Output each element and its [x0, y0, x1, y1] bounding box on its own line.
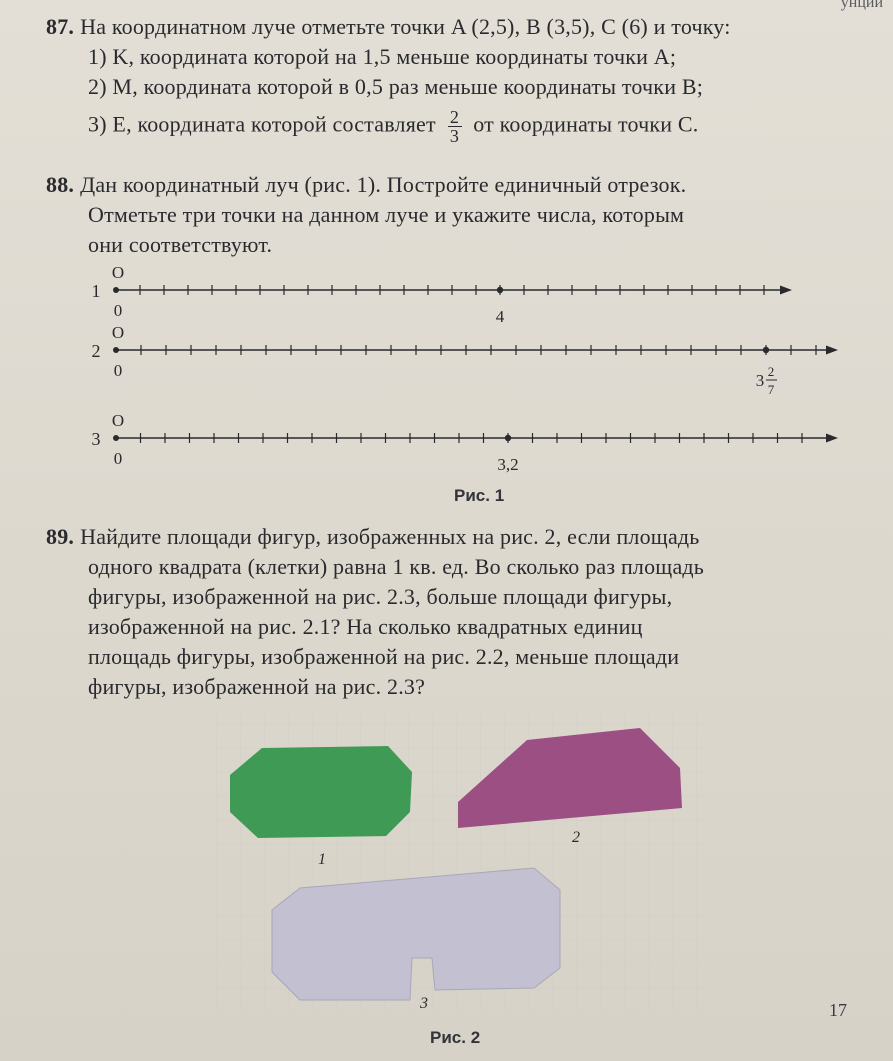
problem-89: [46, 522, 866, 702]
ray-origin-point: [113, 287, 119, 293]
problem-87: [46, 12, 866, 145]
problem-number: 88.: [46, 172, 75, 197]
problem-line-3: они соответствуют.: [88, 232, 273, 257]
ray-row-label: 2: [91, 341, 101, 361]
page-number: 17: [829, 1000, 847, 1020]
figure-1-caption: Рис. 1: [454, 486, 505, 505]
ray-mark-label: 3,2: [497, 455, 519, 474]
problem-line-1: Найдите площади фигур, изображенных на рис. 2, если площадь: [80, 524, 700, 549]
ray-origin-zero: 0: [113, 449, 123, 468]
ray-origin-zero: 0: [113, 301, 123, 320]
problem-line-2: Отметьте три точки на данном луче и укажите числа, которым: [88, 202, 685, 227]
ray-mark-label-numerator: 2: [767, 364, 775, 379]
page-top-fragment: унции: [840, 0, 883, 11]
problem-item-1: 1) K, координата которой на 1,5 меньше координаты точки A;: [88, 44, 677, 69]
ray-mark-label: 4: [495, 307, 505, 326]
problem-line-4: изображенной на рис. 2.1? На сколько квадратных единиц: [88, 614, 643, 639]
ray-mark-label-denominator: 7: [767, 382, 775, 397]
problem-item-2: 2) M, координата которой в 0,5 раз меньше координаты точки B;: [88, 74, 704, 99]
ray-origin-letter: O: [111, 411, 125, 430]
figure-2-caption: Рис. 2: [430, 1028, 481, 1047]
problem-line-6: фигуры, изображенной на рис. 2.3?: [88, 674, 426, 699]
fraction-numerator: 2: [449, 107, 460, 127]
ray-marked-point: [763, 347, 769, 353]
shape-label-1: 1: [318, 851, 326, 868]
item-3-text-before: 3) E, координата которой составляет: [88, 111, 436, 137]
ray-mark-label-whole: 3: [755, 371, 765, 390]
ray-arrowhead: [826, 434, 838, 443]
problem-number: 87.: [46, 14, 75, 39]
ray-row-label: 1: [91, 281, 101, 301]
shape-label-2: 2: [572, 829, 580, 846]
ray-arrowhead: [826, 346, 838, 355]
problem-number: 89.: [46, 524, 75, 549]
problem-88: [46, 170, 866, 260]
problem-line-1: Дан координатный луч (рис. 1). Постройте единичный отрезок.: [80, 172, 687, 197]
figure-2-shapes: [0, 700, 893, 1020]
ray-origin-point: [113, 347, 119, 353]
figure-2-shape-1: [230, 746, 412, 838]
problem-line-3: фигуры, изображенной на рис. 2.3, больше площади фигуры,: [88, 584, 673, 609]
ray-origin-point: [113, 435, 119, 441]
fraction-denominator: 3: [449, 126, 460, 146]
item-3-text-after: от координаты точки C.: [473, 111, 699, 137]
figure-1-coordinate-rays: [0, 260, 893, 480]
problem-item-3: [46, 108, 866, 145]
problem-line-2: одного квадрата (клетки) равна 1 кв. ед. Во сколько раз площадь: [88, 554, 705, 579]
problem-line-5: площадь фигуры, изображенной на рис. 2.2, меньше площади: [88, 644, 680, 669]
fraction-two-thirds: [448, 108, 462, 145]
ray-marked-point: [497, 287, 503, 293]
ray-arrowhead: [780, 286, 792, 295]
shape-label-3: 3: [420, 995, 428, 1012]
ray-marked-point: [505, 435, 511, 441]
ray-origin-zero: 0: [113, 361, 123, 380]
ray-origin-letter: O: [111, 263, 125, 282]
problem-intro: На координатном луче отметьте точки A (2,5), B (3,5), C (6) и точку:: [80, 14, 731, 39]
ray-origin-letter: O: [111, 323, 125, 342]
ray-row-label: 3: [91, 429, 101, 449]
